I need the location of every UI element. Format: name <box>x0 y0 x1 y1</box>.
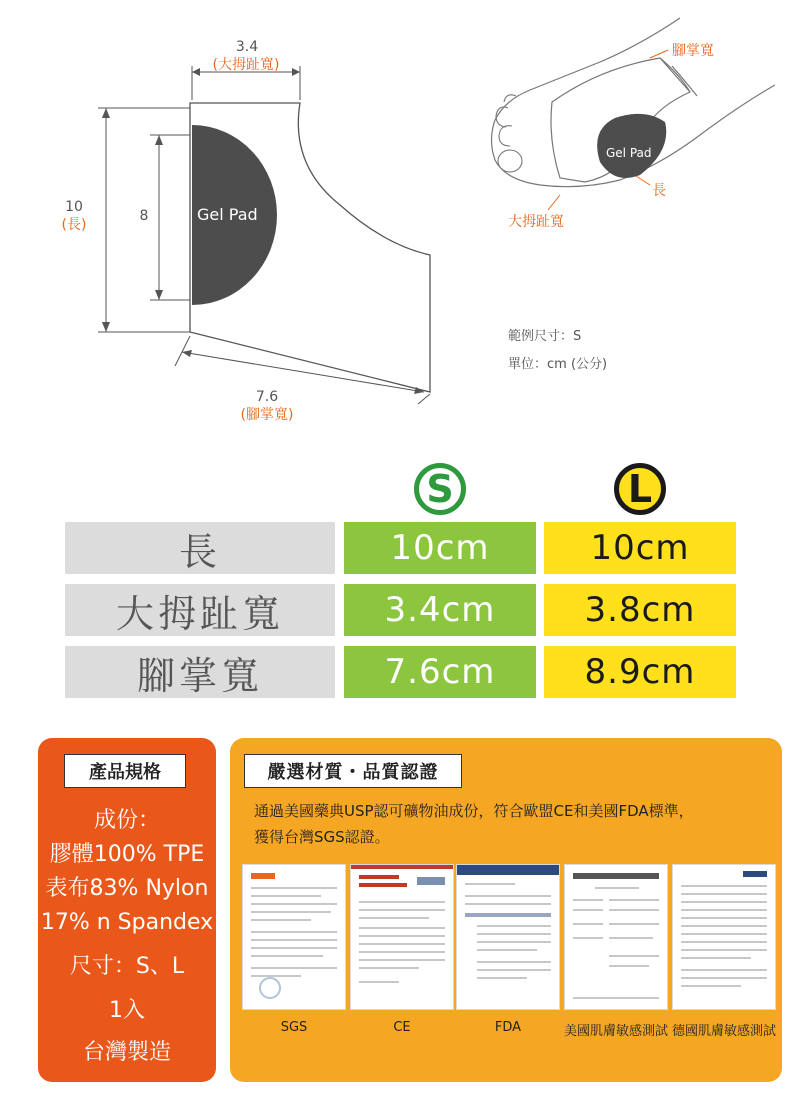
spec-line-origin: 台灣製造 <box>82 1040 171 1065</box>
cert-title: 嚴選材質・品質認證 <box>244 754 462 788</box>
row-toe-width-l: 3.8cm <box>544 584 736 636</box>
row-toe-width-label: 大拇趾寬 <box>65 584 335 636</box>
product-dimension-drawing <box>0 0 800 445</box>
bottom-width-value: 7.6 <box>255 389 279 405</box>
caption-ce: CE <box>393 1020 411 1035</box>
size-diagram <box>0 0 800 445</box>
caption-us-skin-test: 美國肌膚敏感測試 <box>564 1024 669 1039</box>
foot-length-label: 長 <box>652 183 666 199</box>
spec-line-size: 尺寸：S、L <box>69 954 185 979</box>
spec-title: 產品規格 <box>64 754 186 788</box>
foot-ball-width-label: 腳掌寬 <box>672 43 714 59</box>
cert-desc-line-1: 通過美國藥典USP認可礦物油成份，符合歐盟CE和美國FDA標準， <box>254 802 694 820</box>
foot-gel-pad-label: Gel Pad <box>606 146 652 160</box>
unit-note: 單位：cm (公分) <box>508 357 608 372</box>
foot-toe-width-label: 大拇趾寬 <box>508 214 564 230</box>
length-outer-label: (長) <box>61 217 87 233</box>
sgs-certificate-image <box>242 864 346 1010</box>
ce-certificate-image <box>350 864 454 1010</box>
length-inner-value: 8 <box>139 208 149 224</box>
caption-fda: FDA <box>494 1020 522 1035</box>
row-toe-width-s: 3.4cm <box>344 584 536 636</box>
spec-line-composition: 成份： <box>93 808 160 833</box>
row-ball-width-l: 8.9cm <box>544 646 736 698</box>
length-outer-value: 10 <box>65 199 83 215</box>
row-length-s: 10cm <box>344 522 536 574</box>
bottom-width-label: (腳掌寬) <box>240 407 294 423</box>
spec-line-fabric: 表布83% Nylon <box>45 876 209 901</box>
caption-sgs: SGS <box>280 1020 308 1035</box>
row-ball-width-s: 7.6cm <box>344 646 536 698</box>
top-width-label: (大拇趾寬) <box>212 57 280 73</box>
size-l-badge <box>614 463 666 515</box>
us-skin-test-image <box>564 864 668 1010</box>
spec-line-spandex: 17% n Spandex <box>40 910 214 935</box>
cert-desc-line-2: 獲得台灣SGS認證。 <box>254 828 390 846</box>
size-s-badge <box>414 463 466 515</box>
spec-line-quantity: 1入 <box>109 998 145 1023</box>
top-width-value: 3.4 <box>235 39 259 55</box>
certification-panel <box>230 738 782 1082</box>
german-skin-test-image <box>672 864 776 1010</box>
caption-german-skin-test: 德國肌膚敏感測試 <box>672 1024 777 1039</box>
spec-line-gel: 膠體100% TPE <box>49 842 205 867</box>
row-length-l: 10cm <box>544 522 736 574</box>
gel-pad-label: Gel Pad <box>197 205 258 224</box>
size-l-letter: L <box>627 467 653 511</box>
example-size: 範例尺寸：S <box>508 329 582 344</box>
fda-certificate-image <box>456 864 560 1010</box>
spec-panel <box>38 738 216 1082</box>
cert-description <box>254 798 774 850</box>
row-length-label: 長 <box>65 522 335 574</box>
row-ball-width-label: 腳掌寬 <box>65 646 335 698</box>
size-s-letter: S <box>426 467 454 511</box>
